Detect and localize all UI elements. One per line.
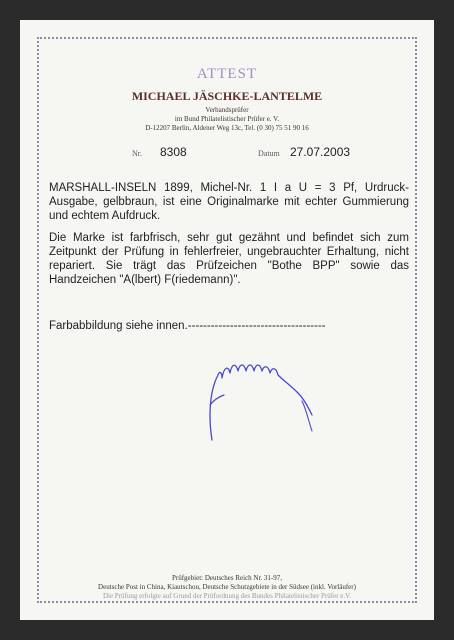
footer-rules-line: Die Prüfung erfolgte auf Grund der Prüfordnung des Bundes Philatelistischer Prüfer e.V. (102, 592, 352, 600)
number-label: Nr. (132, 149, 142, 158)
examiner-address: D-12207 Berlin, Aldener Weg 13c, Tel. (0 30) 75 51 90 16 (145, 124, 309, 132)
examiner-subtitle: Verbandsprüfer (205, 106, 249, 114)
date-label: Datum (258, 149, 280, 158)
condition-paragraph: Die Marke ist farbfrisch, sehr gut gezähnt und befindet sich zum Zeitpunkt der Prüfung in fehlerfreier, ungebrauchter Erhaltung, nicht repariert. Sie trägt das Prüfzeichen "Bothe BPP" sowie das Handzeichen "A(lbert) F(riedemann)". (49, 232, 409, 286)
handwritten-signature (200, 345, 330, 455)
footer-territories-line: Deutsche Post in China, Kiautschou, Deutsche Schutzgebiete in der Südsee (inkl. Vorläufer) (98, 583, 356, 591)
examiner-name: MICHAEL JÄSCHKE-LANTELME (131, 89, 323, 103)
certificate-sheet (20, 20, 434, 620)
certificate-title: ATTEST (196, 66, 258, 82)
examiner-association: im Bund Philatelistischer Prüfer e. V. (174, 115, 280, 123)
description-paragraph: MARSHALL-INSELN 1899, Michel-Nr. 1 I a U = 3 Pf, Urdruck-Ausgabe, gelbbraun, ist eine Originalmarke mit echter Gummierung und echtem Aufdruck. (49, 182, 409, 222)
certificate-number: 8308 (160, 145, 187, 159)
image-note: Farbabbildung siehe innen.------------------------------------ (49, 320, 326, 332)
footer-scope-line: Prüfgebiet: Deutsches Reich Nr. 31-97, (171, 574, 283, 582)
certificate-date: 27.07.2003 (290, 145, 351, 159)
